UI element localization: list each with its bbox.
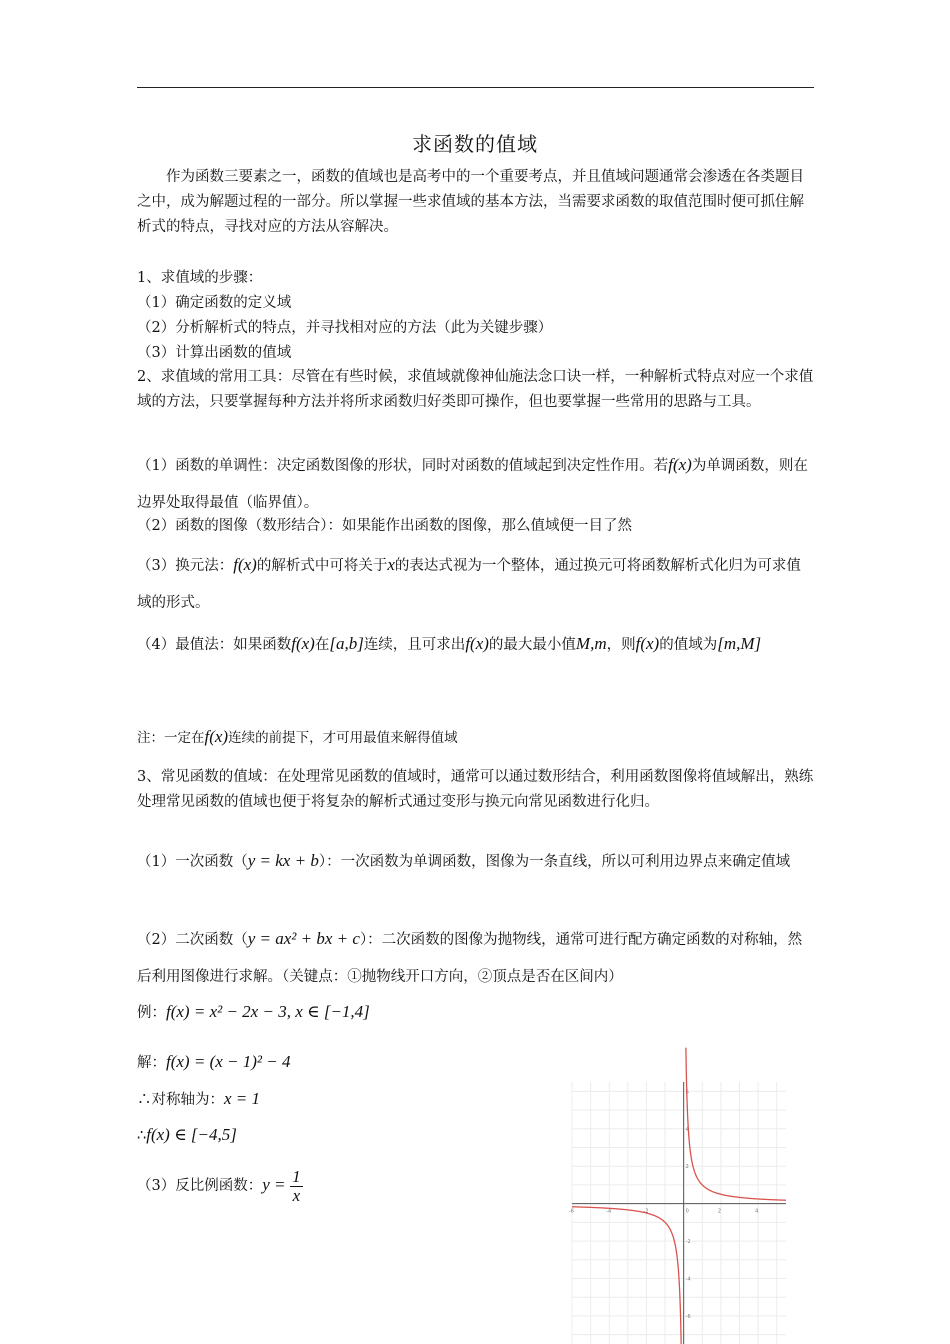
x-tick-label: 4 [755, 1208, 759, 1215]
section-1-heading: 1、求值域的步骤： [137, 270, 263, 286]
func-reciprocal: （3）反比例函数：y = $\frac{1}{x}$ [137, 1166, 301, 1205]
tool-4: （4）最值法：如果函数f(x)在[a,b]连续，且可求出f(x)的最大最小值M,m，则f(x)的值域为[m,M] [137, 634, 762, 653]
section-2-text: 2、求值域的常用工具：尽管在有些时候，求值域就像神仙施法念口诀一样，一种解析式特点对应一个求值域的方法，只要掌握每种方法并将所求函数归好类即可操作，但也要掌握一些常用的思路与工具。 [137, 369, 814, 410]
formula-reciprocal-lhs: y = [262, 1175, 286, 1194]
graph-tick-labels [569, 1089, 758, 1320]
step-1: （1）确定函数的定义域 [137, 295, 292, 311]
formula-fx: f(x) [204, 727, 229, 746]
section-3-text: 3、常见函数的值域：在处理常见函数的值域时，通常可以通过数形结合，利用函数图像将值域解出，熟练处理常见函数的值域也便于将复杂的解析式通过变形与换元向常见函数进行化归。 [137, 769, 814, 810]
graph-axes [572, 1082, 786, 1344]
formula-fx: f(x) [635, 634, 660, 653]
formula-solution: f(x) = (x − 1)² − 4 [166, 1052, 291, 1071]
formula-fx: f(x) [291, 634, 315, 653]
note-line: 注：一定在f(x)连续的前提下，才可用最值来解得值域 [137, 727, 458, 746]
formula-linear: y = kx + b [247, 851, 319, 870]
x-tick-label: -4 [606, 1208, 612, 1215]
formula-interval-ab: [a,b] [329, 634, 364, 653]
formula-example: f(x) = x² − 2x − 3, x ∈ [−1,4] [166, 1002, 370, 1021]
x-tick-label: -6 [569, 1208, 574, 1215]
header-rule [137, 87, 814, 88]
solution-line: 解：f(x) = (x − 1)² − 4 [137, 1052, 291, 1071]
formula-axis: x = 1 [224, 1089, 261, 1108]
formula-quadratic: y = ax² + bx + c [247, 929, 360, 948]
tool-3: （3）换元法：f(x)的解析式中可将关于x的表达式视为一个整体，通过换元可将函数解析式化归为可求值域的形式。 [137, 555, 801, 611]
reciprocal-graph [569, 1082, 786, 1344]
example-line: 例：f(x) = x² − 2x − 3, x ∈ [−1,4] [137, 1002, 370, 1021]
graph-grid [572, 1082, 786, 1344]
axis-line: ∴对称轴为：x = 1 [137, 1089, 261, 1108]
formula-fx: f(x) [465, 634, 489, 653]
result-line: ∴f(x) ∈ [−4,5] [137, 1125, 237, 1144]
y-tick-label: 6 [685, 1089, 689, 1096]
func-linear: （1）一次函数（y = kx + b）：一次函数为单调函数，图像为一条直线，所以可利用边界点来确定值域 [137, 851, 791, 870]
graph-curves [572, 1048, 786, 1344]
formula-fx: f(x) [233, 555, 257, 574]
step-3: （3）计算出函数的值域 [137, 345, 292, 361]
formula-fx: f(x) [668, 455, 692, 474]
section-1 [137, 266, 814, 366]
y-tick-label: -6 [685, 1313, 691, 1320]
y-tick-label: 4 [685, 1126, 689, 1133]
x-tick-label: -2 [643, 1208, 649, 1215]
x-tick-label: 0 [685, 1208, 689, 1215]
tool-2: （2）函数的图像（数形结合）：如果能作出函数的图像，那么值域便一目了然 [137, 518, 632, 534]
step-2: （2）分析解析式的特点，并寻找相对应的方法（此为关键步骤） [137, 320, 553, 336]
x-tick-label: 2 [717, 1208, 722, 1215]
func-quadratic: （2）二次函数（y = ax² + bx + c）：二次函数的图像为抛物线，通常可进行配方确定函数的对称轴，然后利用图像进行求解。（关键点：①抛物线开口方向，②顶点是否在区间内） [137, 929, 803, 985]
intro-paragraph: 作为函数三要素之一，函数的值域也是高考中的一个重要考点，并且值域问题通常会渗透在各类题目之中，成为解题过程的一部分。所以掌握一些求值域的基本方法，当需要求函数的取值范围时便可抓住解析式的特点，寻找对应的方法从容解决。 [137, 169, 804, 235]
formula-x: x [387, 555, 395, 574]
page-title: 求函数的值域 [412, 132, 538, 156]
formula-result: f(x) ∈ [−4,5] [146, 1125, 237, 1144]
y-tick-label: -2 [685, 1239, 691, 1246]
y-tick-label: -4 [685, 1276, 691, 1283]
y-tick-label: 2 [685, 1164, 689, 1171]
formula-range-mM: [m,M] [717, 634, 762, 653]
fraction-1-over-x: $\frac{1}{x}$ [292, 1166, 301, 1205]
tool-1: （1）函数的单调性：决定函数图像的形状，同时对函数的值域起到决定性作用。若f(x)为单调函数，则在边界处取得最值（临界值）。 [137, 455, 808, 511]
formula-Mm: M,m [575, 634, 607, 653]
